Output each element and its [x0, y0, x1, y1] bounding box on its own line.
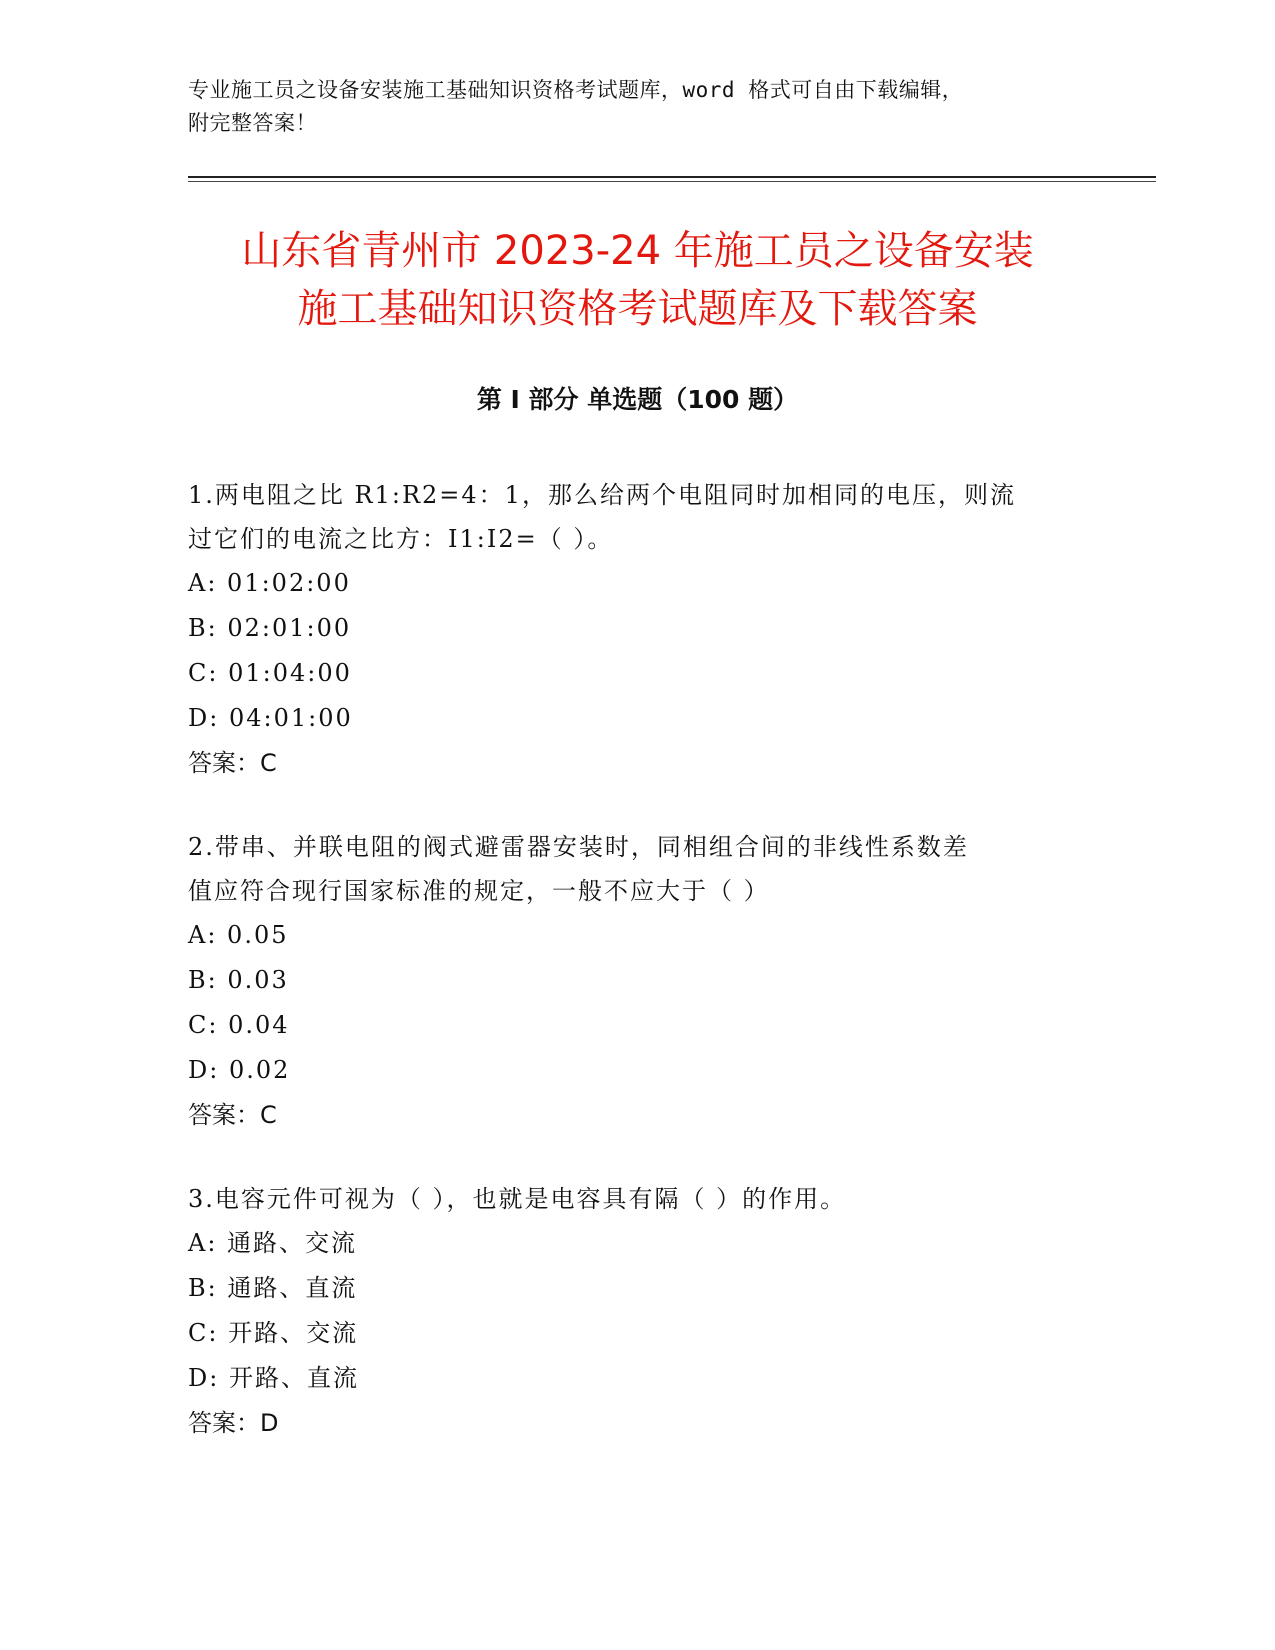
option-c: C: 0.04 — [188, 1011, 290, 1039]
section-heading: 第 I 部分 单选题（100 题） — [476, 385, 799, 414]
option-d: D: 开路、直流 — [188, 1364, 359, 1392]
question-3 — [188, 1177, 1088, 1446]
option-a: A: 01:02:00 — [188, 569, 351, 597]
answer: 答案：C — [188, 1101, 277, 1129]
question-stem-line: 3.电容元件可视为（ ），也就是电容具有隔（ ）的作用。 — [188, 1185, 847, 1213]
question-stem-line: 2.带串、并联电阻的阀式避雷器安装时，同相组合间的非线性系数差 — [188, 833, 969, 861]
option-a: A: 通路、交流 — [188, 1229, 358, 1257]
header-divider-thick — [188, 176, 1156, 178]
document-title-line-1: 山东省青州市 2023-24 年施工员之设备安装 — [241, 228, 1034, 274]
answer: 答案：C — [188, 749, 277, 777]
option-c: C: 开路、交流 — [188, 1319, 359, 1347]
option-d: D: 04:01:00 — [188, 704, 353, 732]
option-b: B: 02:01:00 — [188, 614, 352, 642]
answer: 答案：D — [188, 1409, 279, 1437]
document-title-line-2: 施工基础知识资格考试题库及下载答案 — [297, 286, 978, 332]
question-stem-line: 1.两电阻之比 R1:R2=4：1，那么给两个电阻同时加相同的电压，则流 — [188, 481, 1016, 509]
header-note-line-1: 专业施工员之设备安装施工基础知识资格考试题库，word 格式可自由下载编辑， — [188, 78, 964, 102]
question-stem-line: 值应符合现行国家标准的规定，一般不应大于（ ） — [188, 877, 770, 905]
question-2 — [188, 825, 1088, 1138]
header-divider-thin — [188, 181, 1156, 182]
question-1 — [188, 473, 1088, 786]
option-b: B: 通路、直流 — [188, 1274, 358, 1302]
option-a: A: 0.05 — [188, 921, 289, 949]
question-stem-line: 过它们的电流之比方：I1:I2=（ ）。 — [188, 525, 614, 553]
option-c: C: 01:04:00 — [188, 659, 352, 687]
header-note — [188, 74, 1088, 140]
question-list — [188, 473, 1088, 1485]
option-b: B: 0.03 — [188, 966, 289, 994]
header-note-line-2: 附完整答案！ — [188, 111, 317, 135]
document-title — [150, 222, 1125, 338]
option-d: D: 0.02 — [188, 1056, 291, 1084]
